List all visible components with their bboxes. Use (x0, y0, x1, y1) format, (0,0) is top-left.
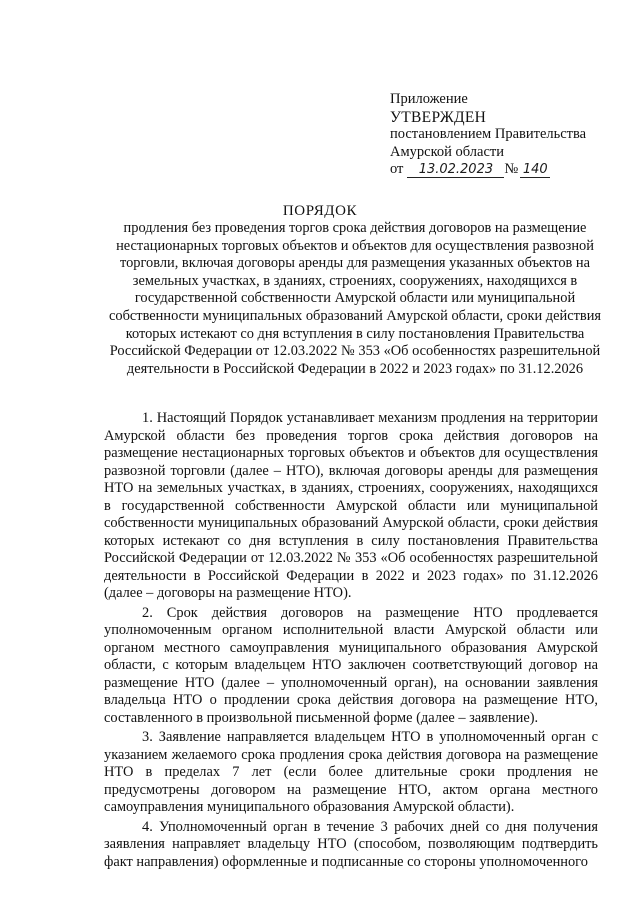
region-line: Амурской области (390, 143, 504, 160)
paragraph-2: 2. Срок действия договоров на размещение НТО продлевается уполномоченным органом исполнительной власти Амурской области или органом местного самоуправления муниципального образования Амурской области, с которым владельцем НТО заключен соответствующий договор на размещение НТО (далее – уполномоченный орган), на основании заявления владельца НТО о продлении срока действия договора на размещение НТО, составленного в произвольной письменной форме (далее – заявление). (104, 604, 598, 726)
paragraph-1: 1. Настоящий Порядок устанавливает механизм продления на территории Амурской области без проведения торгов срока действия договоров на размещение нестационарных торговых объектов и объектов для осуществления развозной торговли (далее – НТО), включая договоры аренды для размещения НТО на земельных участках, в зданиях, строениях, сооружениях, находящихся в государственной собственности Амурской области или муниципальной собственности муниципальных образований Амурской области, сроки действия которых истекают со дня вступления в силу постановления Правительства Российской Федерации от 12.03.2022 № 353 «Об особенностях разрешительной деятельности в Российской Федерации в 2022 и 2023 годах» по 31.12.2026 (далее – договоры на размещение НТО). (104, 410, 598, 601)
decree-line: постановлением Правительства (390, 126, 587, 142)
document-title: ПОРЯДОК (282, 203, 358, 219)
number-prefix: № (504, 161, 519, 177)
date-prefix: от (390, 161, 404, 177)
paragraph-4: 4. Уполномоченный орган в течение 3 рабочих дней со дня получения заявления направляет владельцу НТО (способом, позволяющим подтвердить факт направления) оформленные и подписанные со стороны уполномоченного (104, 818, 598, 870)
approval-block (390, 91, 630, 179)
date-number-line (390, 161, 630, 179)
approved-stamp-text: УТВЕРЖДЕН (390, 108, 487, 126)
paragraph-3: 3. Заявление направляется владельцем НТО в уполномоченный орган с указанием желаемого срока продления срока действия договора на размещение НТО в пределах 7 лет (если более длительные сроки продления не предусмотрены договором на размещение НТО, актом органа местного самоуправления муниципального образования Амурской области). (104, 729, 598, 815)
document-body (104, 410, 598, 873)
appendix-label: Приложение (390, 91, 468, 107)
document-subtitle: продления без проведения торгов срока действия договоров на размещение нестационарных торговых объектов и объектов для осуществления развозной торговли, включая договоры аренды для размещения указанных объектов на земельных участках, в зданиях, строениях, сооружениях, находящихся в государственной собственности Амурской области или муниципальной собственности муниципальных образований Амурской области, сроки действия которых истекают со дня вступления в силу постановления Правительства Российской Федерации от 12.03.2022 № 353 «Об особенностях разрешительной деятельности в Российской Федерации в 2022 и 2023 годах» по 31.12.2026 (108, 220, 602, 377)
handwritten-number: 140 (520, 163, 550, 178)
handwritten-date: 13.02.2023 (407, 163, 504, 178)
